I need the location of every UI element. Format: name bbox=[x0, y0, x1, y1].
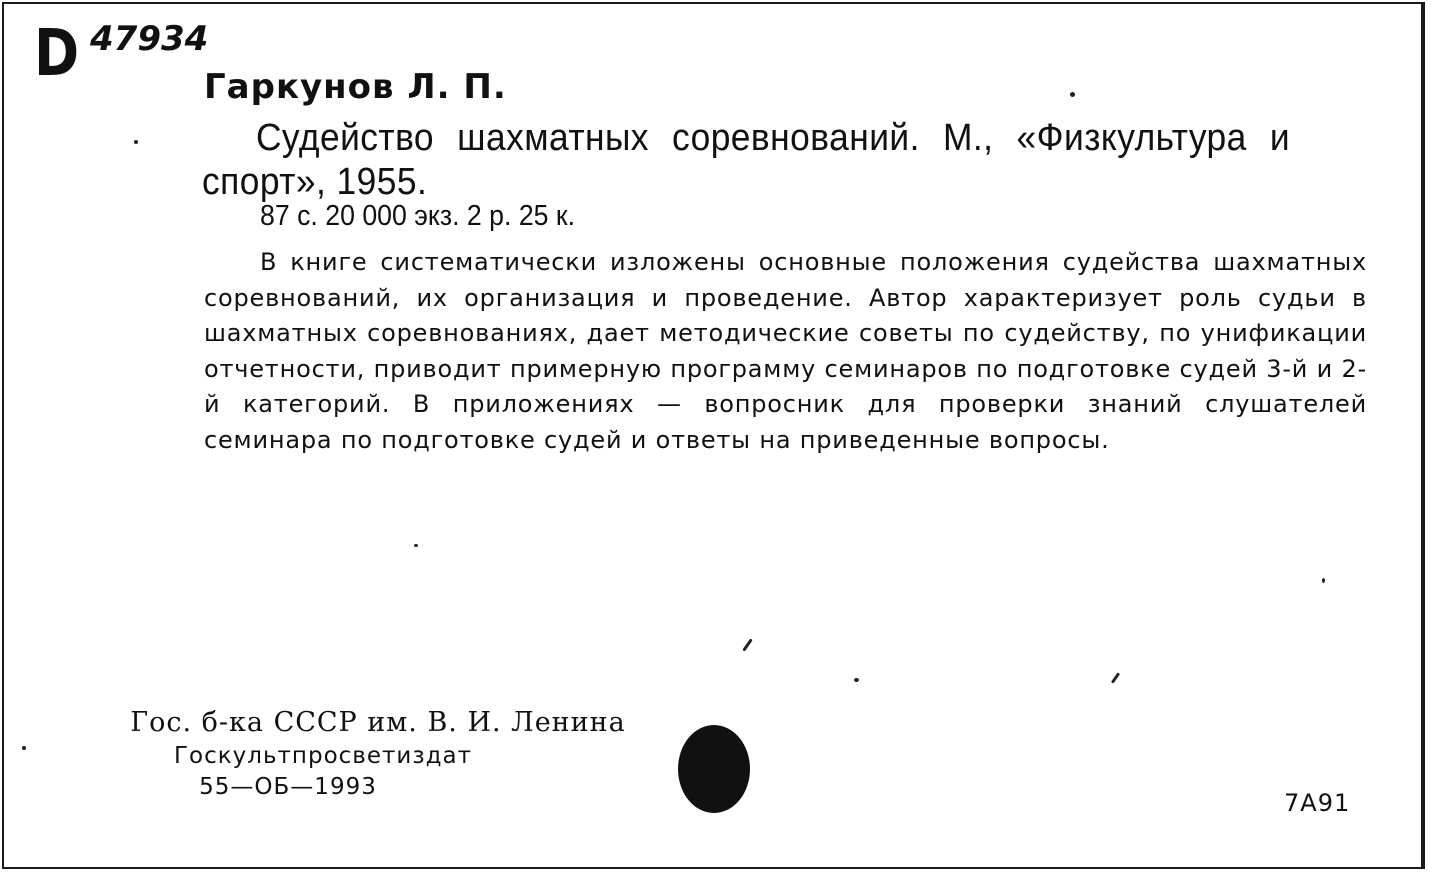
scan-speck bbox=[1111, 672, 1120, 684]
punch-hole bbox=[678, 725, 750, 813]
scan-speck bbox=[1322, 578, 1325, 583]
library-name: Гос. б-ка СССР им. В. И. Ленина bbox=[130, 707, 626, 738]
shelf-mark-number: 47934 bbox=[90, 19, 209, 59]
scan-speck bbox=[134, 140, 138, 144]
annotation-text: В книге систематически изложены основные положения судейства шахматных соревнований, их организация и проведение. Автор характеризует роль судьи в шахматных соревнованиях, дает методические советы по судейству, по унификации отчетности, приводит примерную программу семинаров по подготовке судей 3-й и 2-й категорий. В приложениях — вопросник для проверки знаний слушателей семинара по подготовке судей и ответы на приведенные вопросы. bbox=[204, 248, 1367, 454]
book-title: Судейство шахматных соревнований. М., «Физкультура и спорт», 1955. bbox=[202, 117, 1291, 203]
catalog-card bbox=[2, 2, 1425, 869]
scan-speck bbox=[22, 746, 26, 750]
scan-speck bbox=[1070, 92, 1075, 97]
scan-speck bbox=[854, 678, 859, 682]
imprint-block bbox=[88, 706, 668, 802]
publisher-name: Госкультпросветиздат bbox=[174, 743, 472, 769]
classification-code: 7А91 bbox=[1284, 789, 1351, 817]
shelf-mark-letter: D bbox=[34, 17, 78, 91]
order-number: 55—ОБ—1993 bbox=[199, 774, 377, 800]
collation-line: 87 с. 20 000 экз. 2 р. 25 к. bbox=[260, 200, 576, 232]
author-heading: Гаркунов Л. П. bbox=[204, 67, 507, 107]
scan-speck bbox=[414, 544, 418, 547]
scan-speck bbox=[742, 638, 752, 651]
